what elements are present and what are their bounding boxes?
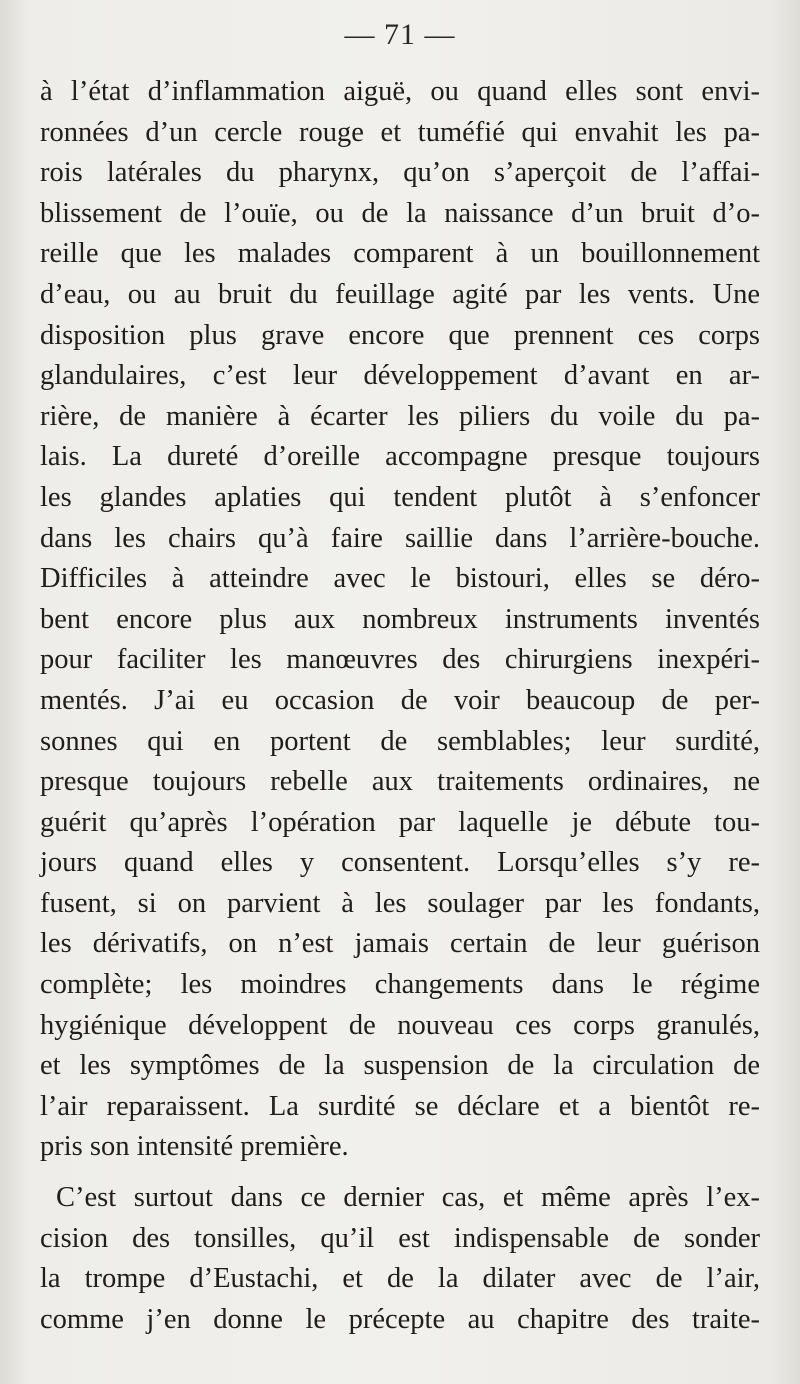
text-line: à l’état d’inflammation aiguë, ou quand elles sont envi- [40, 76, 760, 107]
text-line: guérit qu’après l’opération par laquelle je débute tou- [40, 806, 760, 838]
text-line: bent encore plus aux nombreux instruments inventés [40, 603, 760, 635]
text-line: lais. La dureté d’oreille accompagne presque toujours [40, 441, 760, 473]
text-line: jours quand elles y consentent. Lorsqu’elles s’y re- [40, 847, 760, 879]
page-number: — 71 — [344, 18, 456, 51]
text-line: les dérivatifs, on n’est jamais certain de leur guérison [40, 928, 760, 960]
text-line: et les symptômes de la suspension de la circulation de [40, 1050, 760, 1082]
text-line: dans les chairs qu’à faire saillie dans l’arrière-bouche. [40, 522, 760, 554]
text-line: pour faciliter les manœuvres des chirurgiens inexpéri- [40, 644, 760, 676]
text-line: glandulaires, c’est leur développement d’avant en ar- [40, 360, 760, 392]
text-line: sonnes qui en portent de semblables; leur surdité, [40, 725, 760, 757]
text-line: blissement de l’ouïe, ou de la naissance d’un bruit d’o- [40, 197, 760, 229]
paragraph-gap [40, 1168, 760, 1178]
text-line: Difficiles à atteindre avec le bistouri, elles se déro- [40, 563, 760, 595]
paragraph-1 [40, 72, 760, 1168]
text-line: pris son intensité première. [40, 1131, 349, 1163]
text-line: cision des tonsilles, qu’il est indispensable de sonder [40, 1222, 760, 1254]
body-text [40, 72, 760, 1340]
text-line: hygiénique développent de nouveau ces corps granulés, [40, 1009, 760, 1041]
text-line: presque toujours rebelle aux traitements ordinaires, ne [40, 766, 760, 798]
text-line: fusent, si on parvient à les soulager par les fondants, [40, 887, 760, 919]
text-line: C’est surtout dans ce dernier cas, et même après l’ex- [56, 1182, 760, 1214]
text-line: rois latérales du pharynx, qu’on s’aperçoit de l’affai- [40, 157, 760, 189]
text-line: reille que les malades comparent à un bouillonnement [40, 238, 760, 270]
text-line: la trompe d’Eustachi, et de la dilater avec de l’air, [40, 1263, 760, 1295]
text-line: l’air reparaissent. La surdité se déclare et a bientôt re- [40, 1090, 760, 1122]
text-line: ronnées d’un cercle rouge et tuméfié qui envahit les pa- [40, 116, 760, 148]
text-line: les glandes aplaties qui tendent plutôt à s’enfoncer [40, 481, 760, 513]
text-line: rière, de manière à écarter les piliers du voile du pa- [40, 400, 760, 432]
text-line: mentés. J’ai eu occasion de voir beaucoup de per- [40, 684, 760, 716]
text-line: disposition plus grave encore que prennent ces corps [40, 319, 760, 351]
text-line: d’eau, ou au bruit du feuillage agité par les vents. Une [40, 278, 760, 310]
text-line: complète; les moindres changements dans le régime [40, 969, 760, 1001]
paragraph-2 [40, 1178, 760, 1340]
text-line: comme j’en donne le précepte au chapitre des traite- [40, 1303, 760, 1335]
